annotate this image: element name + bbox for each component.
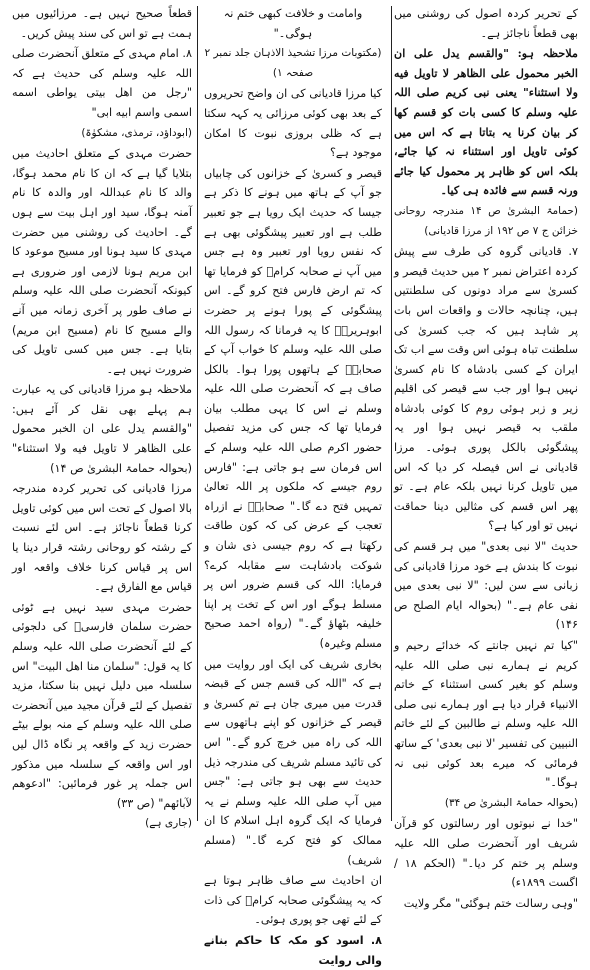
paragraph: کیا مرزا قادیانی کی ان واضح تحریروں کے بعد بھی کوئی مرزائی یہ کہہ سکتا ہے کہ ظلی بروزی نبوت کا امکان موجود ہے؟ [204,87,382,160]
reference: (مکتوبات مرزا تشحیذ الاذہان جلد نمبر ۲ صفحہ ۱) [204,47,382,79]
middle-column [198,4,388,967]
paragraph: حضرت مہدی سید نہیں ہے ٹوئی حضرت سلمان فارسیؓ کی دلجوئی کے لئے آنحضرت صلی اللہ علیہ وسلم کا یہ قول: "سلمان منا اهل البیت" اس سلسلہ میں دلیل نہیں بنا سکتا، مزید تفصیل کے لئے قرآن مجید میں آنحضرت صلی اللہ علیہ وسلم کے منہ بولے بیٹے حضرت زید کے واقعہ پر نگاہ ڈال لیں اور اس واقعہ کے سلسلہ میں مذکور اس جملہ پر غور فرمائیں: "ادعوهم لآبائهم" (ص ۳۳) [12,600,192,810]
paragraph: ۷. قادیانی گروہ کی طرف سے پیش کردہ اعتراض نمبر ۲ میں حدیث قیصر و کسریٰ سے مراد دونوں کی سلطنتیں ہیں، چنانچہ حالات و واقعات اس بات پر شاہد ہیں کہ جب کسریٰ کی سلطنت تباہ ہوئی اس وقت سے اب تک ایران کے کسی بادشاہ کا نام کسریٰ نہیں ہوا اور جب سے قیصر کی اقلیم زیر و زبر ہوئی روم کا کوئی بادشاہ ملقب بہ قیصر نہیں ہوا اور یہ پیشگوئی بالکل پوری ہوئی۔ مرزا قادیانی نے اس فیصلہ کر دیا کہ اس میں تاویل کرنا نہیں بلکہ عام ہے۔ تو پھر اس قسم کی مثالیں دینا حماقت نہیں تو اور کیا ہے؟ [394,245,578,533]
continued-label: (جاری ہے) [145,817,192,830]
paragraph: کے تحریر کردہ اصول کی روشنی میں بھی قطعاً ناجائز ہے۔ [394,7,578,40]
paragraph: ۸. امام مہدی کے متعلق آنحضرت صلی اللہ علیہ وسلم کی حدیث ہے کہ "رجل من اهل بیتی یواطی اسمه اسمی واسم ابیه ابی" [12,47,192,119]
paragraph: ۸. اسود کو مکہ کا حاکم بنانے والی روایت [204,933,382,967]
reference: (ابوداؤد، ترمذی، مشکوٰۃ) [81,126,192,139]
right-column [388,4,584,910]
paragraph: ملاحظہ ہو مرزا قادیانی کی یہ عبارت ہم پہلے بھی نقل کر آئے ہیں: "والقسم یدل علی ان الخبر محمول علی الظاهر لا تاویل فیه ولا استثناء" (بحوالہ حمامۃ البشریٰ ص ۱۴) [12,383,192,475]
paragraph: "وہی رسالت ختم ہوگئی" مگر ولایت [403,896,578,910]
reference: (بحوالہ حمامۃ البشریٰ ص ۳۴) [444,796,578,809]
left-column [6,4,198,830]
paragraph: "کیا تم نہیں جانتے کہ خدائے رحیم و کریم نے ہمارے نبی صلی اللہ علیہ وسلم کو بغیر کسی استثناء کے خاتم الانبیاء قرار دیا ہے اور ہمارے نبی صلی اللہ علیہ وسلم نے طالبین کے لئے خاتم النبیین کی تفسیر 'لا نبی بعدی' کے ساتھ فرمائی کہ میرے بعد کوئی نبی نہ ہوگا۔" [394,639,578,790]
paragraph: حدیث "لا نبی بعدی" میں ہر قسم کی نبوت کا بندش ہے خود مرزا قادیانی کی زبانی سے سن لیں: "لا نبی بعدی میں نفی عام ہے۔" (بحوالہ ایام الصلح ص ۱۴۶) [394,540,578,632]
reference: (حمامۃ البشریٰ ص ۱۴ مندرجہ روحانی خزائن ج ۷ ص ۱۹۲ از مرزا قادیانی) [394,204,578,237]
column-divider [391,6,392,821]
paragraph: حضرت مہدی کے متعلق احادیث میں بتلایا گیا ہے کہ ان کا نام محمد ہوگا، والد کا نام عبداللہ اور والدہ کا نام آمنہ ہوگا، سید اور اہل بیت سے ہوں گے۔ احادیث کی روشنی میں حضرت مہدی کا سید ہونا اور مسیح موعود کا ابن مریم ہونا لازمی اور ضروری ہے کیونکہ آنحضرت صلی اللہ علیہ وسلم نے صاف طور پر آخری زمانہ میں آنے والے مسیح کا نام (مسیح ابن مریم) بتایا ہے۔ جس میں کسی تاویل کی ضرورت نہیں ہے۔ [12,147,192,376]
paragraph: وامامت و خلافت کبھی ختم نہ ہوگی۔" [223,7,363,40]
paragraph: "خدا نے نبوتوں اور رسالتوں کو قرآن شریف اور آنحضرت صلی اللہ علیہ وسلم پر ختم کر دیا۔" (الحکم ۱۸ / اگست ۱۸۹۹ء) [394,817,579,890]
column-divider [197,6,198,821]
paragraph: بخاری شریف کی ایک اور روایت میں ہے کہ "اللہ کی قسم جس کے قبضہ قدرت میں میری جان ہے تم کسریٰ و قیصر کے خزانوں کو اپنے ہاتھوں سے اللہ کی راہ میں خرچ کرو گے۔" اس کی تائید مسلم شریف کی مندرجہ ذیل حدیث سے بھی ہو جاتی ہے: "جس میں آپ صلی اللہ علیہ وسلم نے یہ فرمایا کہ ایک گروہ اہل اسلام کا ان ممالک کو فتح کرے گا۔" (مسلم شریف) [204,657,382,867]
paragraph: مرزا قادیانی کی تحریر کردہ مندرجہ بالا اصول کے تحت اس میں کوئی تاویل کرنا قطعاً ناجائز ہے۔ اس لئے نسبت کے رشتہ کو روحانی رشتہ قرار دینا یا اس پر قیاس کرنا خلاف واقعہ اور قیاس مع الفارق ہے۔ [12,482,192,594]
paragraph: قطعاً صحیح نہیں ہے۔ مرزائیوں میں ہمت ہے تو اس کی سند پیش کریں۔ [12,7,192,40]
paragraph: قیصر و کسریٰ کے خزانوں کی چابیاں جو آپ کے ہاتھ میں ہونے کا ذکر ہے جیسا کہ حدیث ایک رویا ہے جو تعبیر طلب ہے اور تعبیر پیشگوئی بھی ہے کہ نفس رویا اور تعبیر وہ ہے جس میں آپ نے صحابہ کرامؓ کو فرمایا تھا کہ تم ارض فارس فتح کرو گے۔ اس پیشگوئی کے پورا ہونے پر حضرت ابوہریرہؓ کا یہ فرمانا کہ رسول اللہ صلی اللہ علیہ وسلم کا خواب آپ کے صحابہؓ کے ہاتھوں پورا ہوا۔ بالکل صاف ہے کہ آنحضرت صلی اللہ علیہ وسلم نے اس کا یہی مطلب بیان فرمایا تھا کہ جس کی مزید تفصیل حضور اکرم صلی اللہ علیہ وسلم کے اس فرمان سے ہو جاتی ہے: "فارس روم جیسے کہ ملکوں پر اللہ تعالیٰ تمہیں فتح دے گا۔" صحابہؓ نے ازراہ تعجب کے عرض کی کہ کون طاقت رکھتا ہے کہ روم جیسی ذی شان و شوکت بادشاہت سے مقابلہ کرے؟ فرمایا: اللہ کی قسم ضرور اس پر مسلط ہوگے اور اس کے تخت پر اپنا خلیفہ بٹھاؤ گے۔" (رواہ احمد صحیح مسلم وغیرہ) [204,166,382,650]
paragraph: ان احادیث سے صاف ظاہر ہوتا ہے کہ یہ پیشگوئی صحابہ کرامؓ کی ذات کے لئے تھی جو پوری ہوئی۔ [204,874,382,927]
paragraph: ملاحظہ ہو: "والقسم یدل علی ان الخبر محمول علی الظاهر لا تاویل فیه ولا استثناء" یعنی نبی کریم صلی اللہ علیہ وسلم کا کسی بات کو قسم کھا کر بیان کرنا یہ بتاتا ہے کہ اس میں کوئی تاویل اور استثناء نہ کیا جائے، بلکہ اس کو ظاہر پر محمول کیا جائے ورنہ قسم سے فائدہ ہی کیا۔ [394,46,578,198]
